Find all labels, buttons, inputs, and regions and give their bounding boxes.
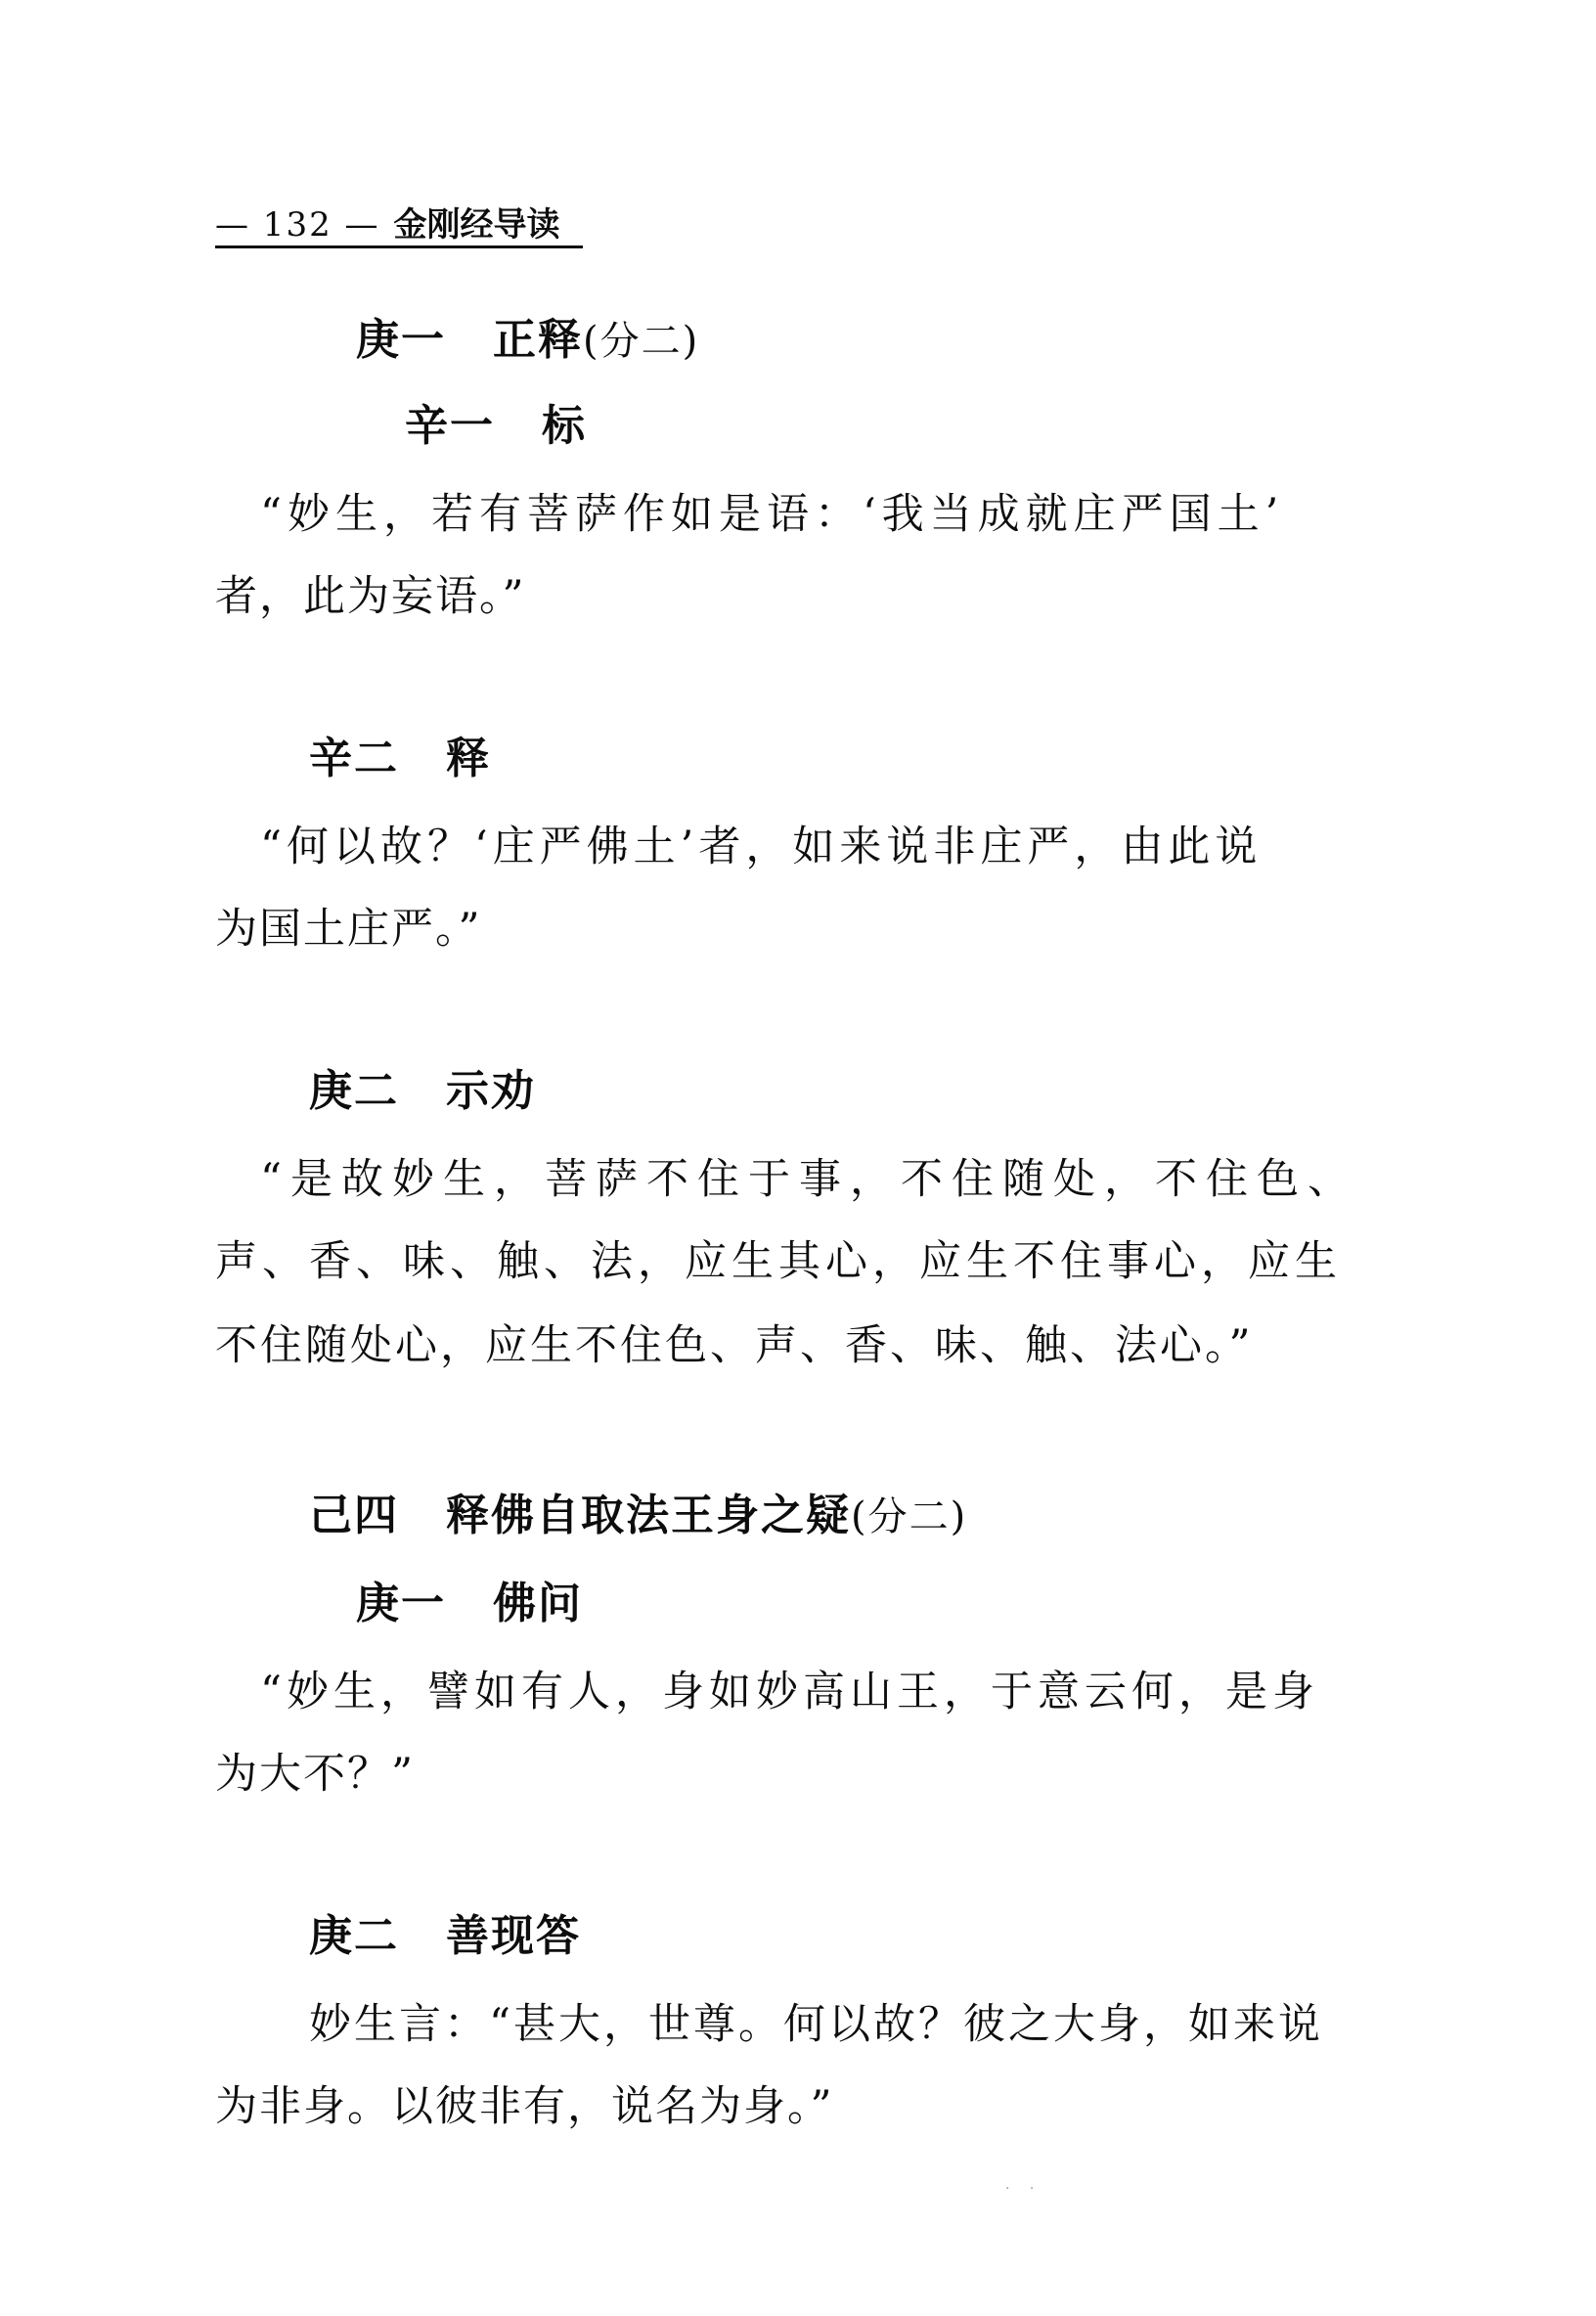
heading-label: 己四 <box>309 1491 399 1540</box>
heading-title: 善现答 <box>446 1911 581 1961</box>
paragraph-line: 为国土庄严。” <box>215 905 482 954</box>
paragraph-line: 为大不？” <box>215 1750 415 1799</box>
heading-label: 庚一 <box>356 1579 446 1628</box>
heading-label: 庚二 <box>309 1911 399 1961</box>
heading-note: (分二) <box>851 1494 968 1539</box>
section-heading <box>309 1487 967 1545</box>
heading-label: 辛一 <box>405 401 495 451</box>
paragraph-line: “妙生，譬如有人，身如妙高山王，于意云何，是身 <box>260 1668 1319 1716</box>
section-heading <box>356 311 699 370</box>
page-header <box>215 201 583 248</box>
heading-title: 释 <box>446 734 491 783</box>
heading-label: 庚二 <box>309 1066 399 1116</box>
paragraph-line: “妙生，若有菩萨作如是语：‘我当成就庄严国土’ <box>260 490 1285 539</box>
paragraph-line: “何以故？‘庄严佛土’者，如来说非庄严，由此说 <box>260 823 1263 871</box>
heading-label: 庚一 <box>356 315 446 365</box>
section-heading <box>356 1575 583 1633</box>
heading-title: 标 <box>542 401 587 451</box>
paragraph-line: 者，此为妄语。” <box>215 572 526 621</box>
section-heading <box>405 397 587 456</box>
book-title: 金刚经导读 <box>393 205 560 245</box>
paragraph-line: “是故妙生，菩萨不住于事，不住随处，不住色、 <box>260 1155 1358 1204</box>
heading-title: 正释 <box>493 315 583 365</box>
heading-label: 辛二 <box>309 734 399 783</box>
heading-title: 释佛自取法王身之疑 <box>446 1491 851 1540</box>
heading-note: (分二) <box>583 319 700 364</box>
heading-title: 示劝 <box>446 1066 536 1116</box>
paragraph-line: 妙生言：“甚大，世尊。何以故？彼之大身，如来说 <box>309 2000 1323 2049</box>
page-number: — 132 — <box>215 205 380 245</box>
heading-title: 佛问 <box>493 1579 583 1628</box>
section-heading <box>309 730 491 788</box>
paragraph-line: 声、香、味、触、法，应生其心，应生不住事心，应生 <box>215 1237 1342 1286</box>
section-heading <box>309 1062 536 1121</box>
scan-speckle: · · <box>1005 2181 1042 2197</box>
paragraph-line: 为非身。以彼非有，说名为身。” <box>215 2082 834 2131</box>
paragraph-line: 不住随处心，应生不住色、声、香、味、触、法心。” <box>215 1321 1254 1370</box>
section-heading <box>309 1907 581 1966</box>
